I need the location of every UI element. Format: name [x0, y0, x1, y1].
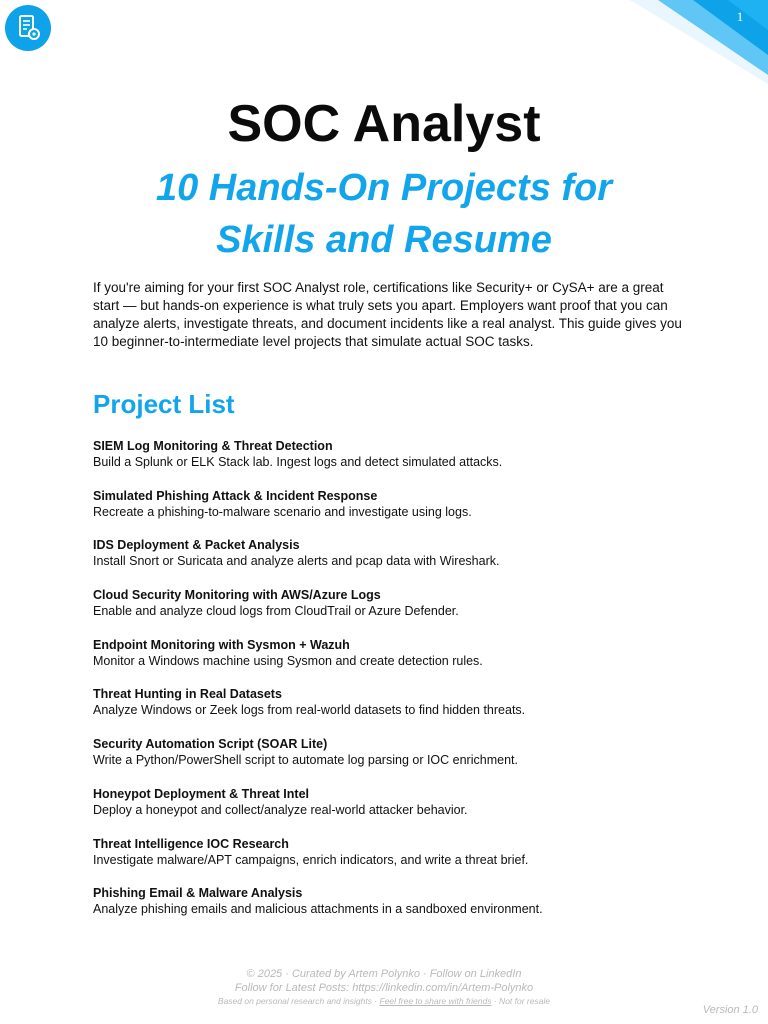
project-name: IDS Deployment & Packet Analysis [93, 538, 300, 553]
project-name: Phishing Email & Malware Analysis [93, 886, 303, 901]
project-item [93, 438, 693, 488]
project-item [93, 637, 693, 687]
footer-disclaimer-prefix: Based on personal research and insights · [217, 996, 380, 1006]
project-description: Analyze Windows or Zeek logs from real-world datasets to find hidden threats. [93, 703, 526, 718]
project-name: Honeypot Deployment & Threat Intel [93, 786, 309, 801]
project-name: SIEM Log Monitoring & Threat Detection [93, 439, 333, 453]
project-description: Deploy a honeypot and collect/analyze real-world attacker behavior. [93, 802, 468, 817]
project-item [93, 885, 693, 935]
project-description: Monitor a Windows machine using Sysmon and create detection rules. [93, 653, 483, 668]
page-title: SOC Analyst [227, 95, 541, 153]
page-subtitle [60, 162, 708, 266]
project-description: Analyze phishing emails and malicious attachments in a sandboxed environment. [93, 902, 543, 917]
project-description: Install Snort or Suricata and analyze alerts and pcap data with Wireshark. [93, 554, 500, 569]
logo [5, 5, 51, 51]
project-item [93, 736, 693, 786]
project-name: Threat Hunting in Real Datasets [93, 687, 282, 702]
project-item [93, 587, 693, 637]
share-link[interactable]: Feel free to share with friends [379, 996, 492, 1006]
page-number: 1 [736, 9, 744, 24]
footer-linkedin-link[interactable]: Follow for Latest Posts: https://linkedin.com/in/Artem-Polynko [234, 982, 534, 994]
project-name: Security Automation Script (SOAR Lite) [93, 737, 328, 752]
subtitle-line-1: 10 Hands-On Projects for [155, 167, 613, 209]
project-description: Write a Python/PowerShell script to automate log parsing or IOC enrichment. [93, 753, 518, 768]
footer-disclaimer [0, 995, 768, 1008]
project-item [93, 686, 693, 736]
project-name: Cloud Security Monitoring with AWS/Azure Logs [93, 588, 381, 603]
project-description: Build a Splunk or ELK Stack lab. Ingest logs and detect simulated attacks. [93, 455, 503, 469]
project-description: Investigate malware/APT campaigns, enrich indicators, and write a threat brief. [93, 852, 529, 867]
project-name: Endpoint Monitoring with Sysmon + Wazuh [93, 637, 350, 652]
project-description: Enable and analyze cloud logs from CloudTrail or Azure Defender. [93, 604, 459, 619]
document-gear-icon [5, 5, 51, 51]
footer-disclaimer-suffix: · Not for resale [491, 996, 551, 1006]
version-label: Version 1.0 [702, 1004, 758, 1016]
project-item [93, 786, 693, 836]
project-name: Simulated Phishing Attack & Incident Response [93, 488, 378, 503]
section-title: Project List [93, 389, 235, 419]
project-name: Threat Intelligence IOC Research [93, 836, 289, 851]
project-item [93, 836, 693, 886]
project-item [93, 488, 693, 538]
subtitle-line-2: Skills and Resume [216, 219, 552, 261]
footer-copyright: © 2025 · Curated by Artem Polynko · Follow on LinkedIn [246, 968, 522, 980]
project-item [93, 537, 693, 587]
intro-paragraph: If you're aiming for your first SOC Analyst role, certifications like Security+ or CySA+ are a great start — but hands-on experience is what truly sets you apart. Employers want proof that you can analyze alerts, investigate threats, and document incidents like a real analyst. This guide gives you 10 beginner-to-intermediate level projects that simulate actual SOC tasks. [93, 280, 682, 349]
project-description: Recreate a phishing-to-malware scenario and investigate using logs. [93, 504, 472, 519]
project-list [93, 438, 693, 935]
footer [0, 967, 768, 1008]
